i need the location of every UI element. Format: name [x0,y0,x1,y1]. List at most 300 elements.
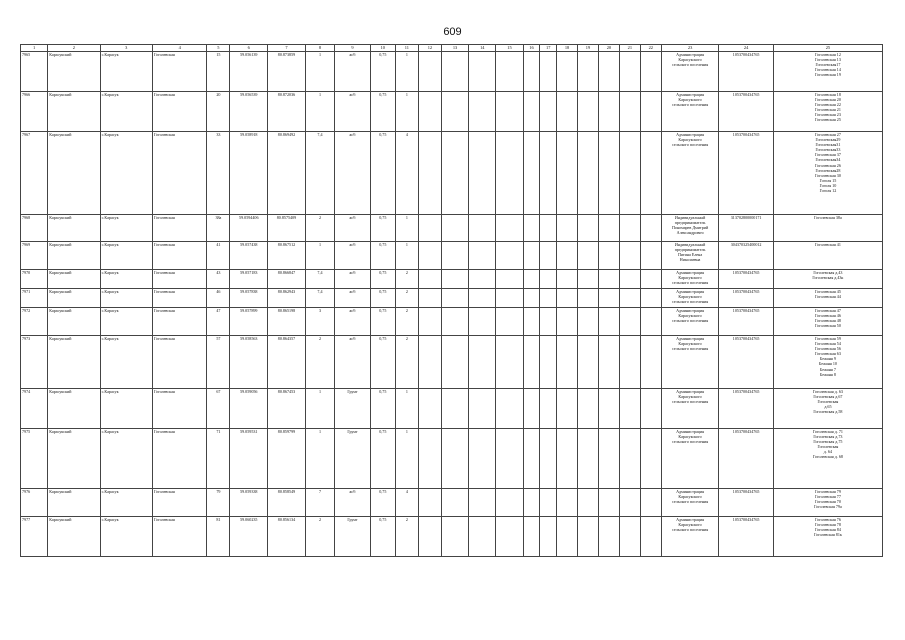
cell-empty [578,489,599,517]
cell-empty [578,92,599,132]
address-line: Гоголевская 41 [814,242,841,247]
cell-empty [441,429,468,489]
address-line: Гоголевская д.43к [812,275,844,281]
address-line: Гоголевская д.73 [813,434,843,440]
cell-volume: 0,75 [370,52,395,92]
cell-latitude: 59.058918 [230,132,268,215]
table-row [21,389,883,429]
cell-volume: 0,75 [370,389,395,429]
cell-empty [640,52,661,92]
owner-line: Николаевна [679,257,701,263]
column-number-header: 25 [773,45,882,52]
cell-street: Гоголевская [152,429,206,489]
cell-empty [523,336,540,389]
cell-longitude: 80.873859 [268,52,306,92]
cell-empty [441,215,468,242]
cell-empty [640,429,661,489]
cell-container-count: 1 [395,52,418,92]
address-line: Гоголевская 56 [814,346,841,352]
cell-settlement: с.Карасук [100,429,152,489]
address-line: Гоголевская28 [815,167,841,173]
owner-line: Карасукского [678,97,702,103]
column-number-header: 3 [100,45,152,52]
owner-line: Администрация [676,270,705,275]
owner-line: Администрация [676,289,705,294]
cell-owner [661,489,719,517]
owner-line: Пятина Елена [677,252,703,258]
cell-empty [640,132,661,215]
address-line: Гоголевская 46 [814,313,841,319]
cell-empty [523,215,540,242]
owner-line: Администрация [676,429,705,434]
address-line: Гоголевская д.58 [813,409,843,415]
cell-surface: ж/б [335,52,371,92]
address-line: Гоголевская 27 [814,132,841,137]
cell-empty [640,270,661,289]
cell-surface: ж/б [335,489,371,517]
cell-served-addresses [773,132,882,215]
cell-empty [441,308,468,336]
cell-served-addresses [773,52,882,92]
cell-empty [469,289,496,308]
cell-empty [540,489,557,517]
column-number-header: 7 [268,45,306,52]
cell-longitude: 80.864357 [268,336,306,389]
cell-street: Гоголевская [152,308,206,336]
cell-house: 57 [207,336,230,389]
cell-area: 1 [305,242,334,270]
address-line: Гоголевская 18 [814,92,841,97]
owner-line: Администрация [676,92,705,97]
cell-owner [661,92,719,132]
cell-empty [441,289,468,308]
cell-empty [540,92,557,132]
cell-house: 46 [207,289,230,308]
cell-served-addresses [773,242,882,270]
cell-area: 1 [305,92,334,132]
cell-empty [619,489,640,517]
cell-volume: 0,75 [370,215,395,242]
table-row [21,132,883,215]
cell-container-count: 1 [395,242,418,270]
cell-district: Карасукский [48,215,100,242]
cell-empty [441,270,468,289]
owner-line: Карасукского [678,313,702,319]
cell-district: Карасукский [48,242,100,270]
cell-empty [469,517,496,557]
cell-empty [619,389,640,429]
address-line: Гоголевская 21 [814,107,841,113]
cell-longitude: 80.856134 [268,517,306,557]
cell-district: Карасукский [48,308,100,336]
cell-empty [496,215,523,242]
address-line: Гоголевская33 [815,147,841,153]
address-line: Гоголевская 19 [814,72,841,78]
cell-ogrn: 1053700434765 [719,270,773,289]
cell-served-addresses [773,517,882,557]
cell-empty [619,429,640,489]
column-number-header: 23 [661,45,719,52]
address-line: Гоголевская 78 [814,522,841,528]
cell-empty [523,429,540,489]
cell-empty [540,289,557,308]
column-number-header: 4 [152,45,206,52]
cell-empty [418,52,441,92]
cell-surface: Грунт [335,389,371,429]
cell-empty [619,308,640,336]
column-number-header: 20 [598,45,619,52]
cell-empty [640,389,661,429]
address-line: Гоголя 10 [819,182,837,188]
address-line: Гоголевская 47 [814,308,841,313]
cell-served-addresses [773,289,882,308]
cell-empty [418,270,441,289]
cell-volume: 0,75 [370,489,395,517]
cell-ogrn: 1053700434765 [719,389,773,429]
cell-empty [578,289,599,308]
cell-record-number: 7975 [21,429,48,489]
cell-settlement: с.Карасук [100,52,152,92]
cell-latitude: 59.059056 [230,389,268,429]
cell-street: Гоголевская [152,242,206,270]
address-line: Бежаня 7 [819,366,836,372]
cell-house: 33 [207,132,230,215]
cell-volume: 0,75 [370,270,395,289]
cell-empty [557,517,578,557]
cell-district: Карасукский [48,289,100,308]
cell-latitude: 59.057838 [230,289,268,308]
cell-owner [661,52,719,92]
column-number-header: 19 [578,45,599,52]
column-number-header: 1 [21,45,48,52]
cell-empty [640,489,661,517]
cell-house: 20 [207,92,230,132]
address-line: Гоголевская29 [815,137,841,143]
cell-house: 81 [207,517,230,557]
table-row [21,92,883,132]
cell-empty [540,336,557,389]
cell-empty [598,336,619,389]
cell-volume: 0,75 [370,92,395,132]
cell-volume: 0,75 [370,517,395,557]
owner-line: сельского поселения [672,439,709,445]
cell-empty [469,92,496,132]
cell-empty [598,215,619,242]
address-line: Гоголевская д.75 [813,439,843,445]
address-line: Гоголевская д. 71 [812,429,843,434]
cell-served-addresses [773,429,882,489]
cell-surface: ж/б [335,270,371,289]
cell-empty [418,92,441,132]
cell-record-number: 7969 [21,242,48,270]
cell-container-count: 4 [395,489,418,517]
address-line: Гоголевская 25 [814,117,841,123]
cell-owner [661,132,719,215]
cell-latitude: 59.059338 [230,489,268,517]
cell-container-count: 4 [395,132,418,215]
address-line: д.65 [824,404,832,410]
cell-district: Карасукский [48,517,100,557]
cell-empty [469,489,496,517]
cell-empty [640,92,661,132]
cell-longitude: 80.8575409 [268,215,306,242]
cell-street: Гоголевская [152,92,206,132]
owner-line: сельского поселения [672,318,709,324]
owner-line: Карасукского [678,522,702,528]
cell-empty [578,517,599,557]
cell-street: Гоголевская [152,270,206,289]
cell-longitude: 80.865198 [268,308,306,336]
cell-empty [557,489,578,517]
cell-empty [578,270,599,289]
cell-surface: ж/б [335,242,371,270]
cell-empty [418,517,441,557]
cell-empty [557,429,578,489]
cell-empty [557,215,578,242]
cell-latitude: 59.060235 [230,517,268,557]
address-line: Гоголевская д. 68 [812,454,843,460]
cell-record-number: 7966 [21,92,48,132]
address-line: Бежаня 9 [819,356,836,362]
owner-line: сельского поселения [672,280,709,286]
cell-house: 47 [207,308,230,336]
cell-settlement: с.Карасук [100,242,152,270]
cell-surface: ж/б [335,132,371,215]
cell-empty [418,336,441,389]
cell-record-number: 7971 [21,289,48,308]
cell-ogrn: 1053700434765 [719,308,773,336]
cell-empty [523,92,540,132]
address-line: Гоголевская 81к [813,532,842,538]
cell-latitude: 59.057183 [230,270,268,289]
cell-record-number: 7967 [21,132,48,215]
cell-ogrn: 1053700434765 [719,132,773,215]
cell-surface: ж/б [335,336,371,389]
cell-settlement: с.Карасук [100,132,152,215]
address-line: Гоголевская 13 [814,57,841,63]
cell-area: 2 [305,336,334,389]
cell-empty [557,389,578,429]
table-row [21,517,883,557]
cell-empty [640,517,661,557]
address-line: Гоголевская 22 [814,102,841,108]
cell-container-count: 2 [395,308,418,336]
cell-empty [469,270,496,289]
cell-volume: 0,75 [370,429,395,489]
address-line: Гоголевская 12 [814,52,841,57]
cell-ogrn: 1053700434765 [719,92,773,132]
cell-house: 71 [207,429,230,489]
cell-empty [640,242,661,270]
cell-district: Карасукский [48,92,100,132]
cell-served-addresses [773,489,882,517]
column-number-header: 15 [496,45,523,52]
cell-empty [540,517,557,557]
cell-empty [441,336,468,389]
cell-served-addresses [773,270,882,289]
cell-empty [496,308,523,336]
cell-empty [578,132,599,215]
cell-latitude: 59.057899 [230,308,268,336]
cell-empty [540,308,557,336]
cell-container-count: 1 [395,429,418,489]
owner-line: Администрация [676,517,705,522]
cell-district: Карасукский [48,429,100,489]
cell-district: Карасукский [48,52,100,92]
cell-empty [418,289,441,308]
cell-owner [661,308,719,336]
cell-empty [540,429,557,489]
cell-empty [640,289,661,308]
column-number-header: 13 [441,45,468,52]
address-line: Гоголевская 79а [814,504,842,510]
cell-settlement: с.Карасук [100,92,152,132]
cell-house: 38а [207,215,230,242]
cell-house: 43 [207,270,230,289]
cell-empty [540,242,557,270]
column-number-header: 2 [48,45,100,52]
column-number-header: 12 [418,45,441,52]
owner-line: сельского поселения [672,142,709,148]
cell-longitude: 80.872036 [268,92,306,132]
cell-latitude: 59.058563 [230,336,268,389]
owner-line: Индивидуальный [674,215,706,220]
cell-empty [598,517,619,557]
cell-container-count: 2 [395,517,418,557]
cell-empty [619,270,640,289]
cell-empty [598,52,619,92]
cell-surface: Грунт [335,517,371,557]
owner-line: Карасукского [678,294,702,300]
cell-ogrn: 1053700434765 [719,336,773,389]
cell-latitude: 59.056139 [230,52,268,92]
cell-empty [557,270,578,289]
cell-empty [496,517,523,557]
cell-empty [598,308,619,336]
address-line: Гоголя 15 [819,177,837,183]
cell-empty [557,308,578,336]
table-row [21,308,883,336]
cell-longitude: 80.858549 [268,489,306,517]
cell-empty [619,92,640,132]
cell-house: 15 [207,52,230,92]
cell-empty [523,308,540,336]
cell-empty [469,389,496,429]
cell-container-count: 2 [395,270,418,289]
cell-record-number: 7972 [21,308,48,336]
cell-empty [469,242,496,270]
cell-surface: Грунт [335,429,371,489]
cell-empty [523,52,540,92]
owner-line: Александрович [676,230,704,236]
column-number-header: 18 [557,45,578,52]
cell-record-number: 7976 [21,489,48,517]
cell-settlement: с.Карасук [100,289,152,308]
address-line: Гоголевская 30 [814,172,841,178]
column-number-header: 21 [619,45,640,52]
cell-empty [523,489,540,517]
address-line: Гоголевская 37 [814,152,841,158]
cell-surface: ж/б [335,289,371,308]
cell-longitude: 80.867512 [268,242,306,270]
address-line: Гоголевская17 [815,62,841,68]
cell-ogrn: 304370325400012 [719,242,773,270]
cell-empty [640,215,661,242]
cell-empty [557,92,578,132]
table-row [21,270,883,289]
cell-empty [523,389,540,429]
cell-container-count: 2 [395,336,418,389]
cell-empty [578,429,599,489]
address-line: Гоголевская 23 [814,112,841,118]
cell-street: Гоголевская [152,389,206,429]
address-line: Гоголевская д. 63 [812,389,843,394]
address-line: Гоголевская 54 [814,341,841,347]
owner-line: Карасукского [678,57,702,63]
cell-settlement: с.Карасук [100,389,152,429]
cell-district: Карасукский [48,389,100,429]
cell-empty [441,489,468,517]
cell-district: Карасукский [48,132,100,215]
cell-settlement: с.Карасук [100,517,152,557]
cell-latitude: 59.056539 [230,92,268,132]
cell-empty [598,489,619,517]
cell-empty [496,132,523,215]
cell-empty [441,132,468,215]
cell-surface: ж/б [335,92,371,132]
cell-empty [496,289,523,308]
table-row [21,52,883,92]
cell-longitude: 80.867453 [268,389,306,429]
cell-volume: 0,75 [370,132,395,215]
cell-empty [418,215,441,242]
cell-owner [661,289,719,308]
cell-record-number: 7977 [21,517,48,557]
cell-longitude: 80.862943 [268,289,306,308]
cell-empty [619,215,640,242]
cell-empty [540,215,557,242]
cell-empty [496,52,523,92]
cell-owner [661,215,719,242]
address-line: Гоголевская 59 [814,336,841,341]
table-row [21,336,883,389]
cell-area: 7,4 [305,132,334,215]
cell-area: 2 [305,517,334,557]
cell-ogrn: 1053700434765 [719,289,773,308]
cell-empty [619,52,640,92]
owner-line: Карасукского [678,275,702,281]
cell-served-addresses [773,308,882,336]
owner-line: сельского поселения [672,299,709,305]
cell-empty [557,336,578,389]
cell-empty [523,242,540,270]
cell-empty [523,132,540,215]
cell-area: 1 [305,389,334,429]
owner-line: Карасукского [678,494,702,500]
cell-empty [540,132,557,215]
cell-district: Карасукский [48,270,100,289]
cell-empty [418,242,441,270]
column-number-header: 10 [370,45,395,52]
cell-ogrn: 1053700434765 [719,429,773,489]
cell-area: 7 [305,489,334,517]
cell-empty [418,132,441,215]
address-line: Гоголевская 48 [814,318,841,324]
owner-line: Администрация [676,489,705,494]
owner-line: Карасукского [678,394,702,400]
cell-owner [661,517,719,557]
cell-volume: 0,75 [370,289,395,308]
